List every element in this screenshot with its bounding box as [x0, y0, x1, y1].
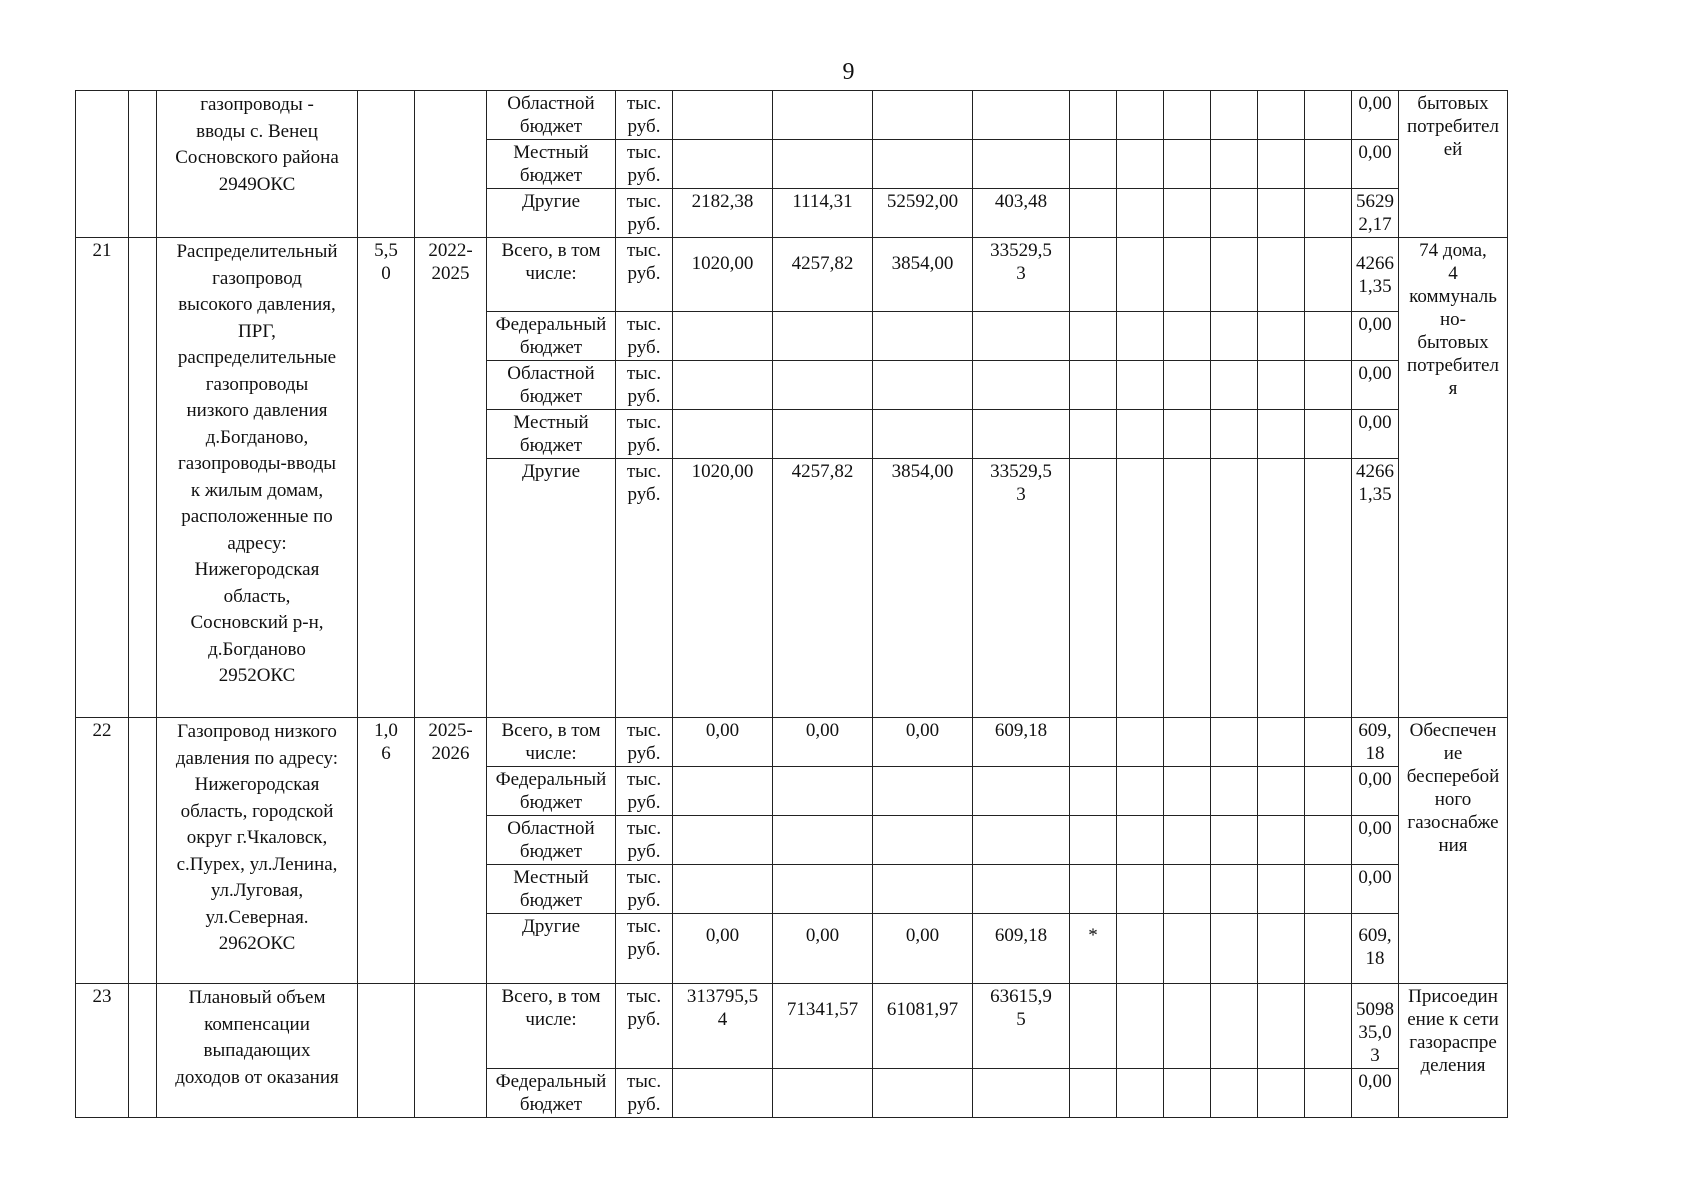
value-cell: 1114,31	[773, 189, 873, 238]
value-cell: 1020,00	[673, 238, 773, 312]
value-cell: 0,00	[673, 718, 773, 767]
source-label: Местный бюджет	[487, 865, 616, 914]
total-value: 0,00	[1352, 410, 1399, 459]
total-value: 609,18	[1352, 914, 1399, 984]
unit-cell: тыс. руб.	[616, 189, 673, 238]
unit-cell: тыс. руб.	[616, 767, 673, 816]
total-value: 0,00	[1352, 361, 1399, 410]
total-value: 42661,35	[1352, 459, 1399, 718]
table-row	[76, 238, 1626, 312]
unit-cell: тыс. руб.	[616, 984, 673, 1069]
value-cell: 609,18	[973, 718, 1070, 767]
result-cell: Обеспечен ие бесперебой ного газоснабже ния	[1399, 718, 1508, 984]
table-row	[76, 91, 1626, 140]
unit-cell: тыс. руб.	[616, 459, 673, 718]
value-cell: 2182,38	[673, 189, 773, 238]
source-label: Областной бюджет	[487, 816, 616, 865]
source-label: Местный бюджет	[487, 410, 616, 459]
source-label: Областной бюджет	[487, 361, 616, 410]
period-cell: 2025- 2026	[415, 718, 487, 984]
row-number-cell	[76, 91, 129, 238]
value-cell: 63615,9 5	[973, 984, 1070, 1069]
row-number-cell: 23	[76, 984, 129, 1118]
value-cell: 313795,5 4	[673, 984, 773, 1069]
unit-cell: тыс. руб.	[616, 816, 673, 865]
unit-cell: тыс. руб.	[616, 718, 673, 767]
source-label: Всего, в том числе:	[487, 984, 616, 1069]
result-cell: Присоедин ение к сети газораспре деления	[1399, 984, 1508, 1118]
unit-cell: тыс. руб.	[616, 410, 673, 459]
value-cell: 0,00	[773, 718, 873, 767]
value-cell: 33529,5 3	[973, 238, 1070, 312]
result-cell: бытовых потребител ей	[1399, 91, 1508, 238]
object-description: Плановый объем компенсации выпадающих доходов от оказания	[157, 984, 358, 1118]
total-value: 56292,17	[1352, 189, 1399, 238]
period-cell: 2022- 2025	[415, 238, 487, 718]
value-cell: 4257,82	[773, 459, 873, 718]
total-value: 0,00	[1352, 312, 1399, 361]
length-cell: 1,0 6	[358, 718, 415, 984]
value-cell: 61081,97	[873, 984, 973, 1069]
source-label: Всего, в том числе:	[487, 718, 616, 767]
row-number-cell: 21	[76, 238, 129, 718]
total-value: 609,18	[1352, 718, 1399, 767]
value-cell: 0,00	[773, 914, 873, 984]
value-cell: 3854,00	[873, 238, 973, 312]
value-cell: 0,00	[673, 914, 773, 984]
source-label: Местный бюджет	[487, 140, 616, 189]
total-value: 42661,35	[1352, 238, 1399, 312]
total-value: 0,00	[1352, 865, 1399, 914]
total-value: 509835,03	[1352, 984, 1399, 1069]
unit-cell: тыс. руб.	[616, 1069, 673, 1118]
source-label: Всего, в том числе:	[487, 238, 616, 312]
source-label: Другие	[487, 914, 616, 984]
total-value: 0,00	[1352, 1069, 1399, 1118]
unit-cell: тыс. руб.	[616, 361, 673, 410]
value-cell: 52592,00	[873, 189, 973, 238]
page-number: 9	[842, 59, 855, 85]
value-cell: 3854,00	[873, 459, 973, 718]
source-label: Другие	[487, 189, 616, 238]
length-cell: 5,5 0	[358, 238, 415, 718]
unit-cell: тыс. руб.	[616, 914, 673, 984]
total-value: 0,00	[1352, 767, 1399, 816]
value-cell: 0,00	[873, 718, 973, 767]
investment-program-table	[75, 90, 1626, 1118]
total-value: 0,00	[1352, 140, 1399, 189]
unit-cell: тыс. руб.	[616, 91, 673, 140]
value-cell: 1020,00	[673, 459, 773, 718]
value-cell: 403,48	[973, 189, 1070, 238]
row-number-cell: 22	[76, 718, 129, 984]
source-label: Федеральный бюджет	[487, 1069, 616, 1118]
unit-cell: тыс. руб.	[616, 312, 673, 361]
source-label: Областной бюджет	[487, 91, 616, 140]
object-description: Распределительный газопровод высокого давления, ПРГ, распределительные газопроводы низкого давления д.Богданово, газопроводы-вводы к жилым домам, расположенные по адресу: Нижегородская область, Сосновский р-н, д.Богданово 2952ОКС	[157, 238, 358, 718]
object-description: газопроводы - вводы с. Венец Сосновского района 2949ОКС	[157, 91, 358, 238]
unit-cell: тыс. руб.	[616, 865, 673, 914]
unit-cell: тыс. руб.	[616, 140, 673, 189]
source-label: Федеральный бюджет	[487, 767, 616, 816]
period-cell	[415, 984, 487, 1118]
total-value: 0,00	[1352, 91, 1399, 140]
value-cell: 0,00	[873, 914, 973, 984]
table-row	[76, 984, 1626, 1069]
length-cell	[358, 984, 415, 1118]
source-label: Другие	[487, 459, 616, 718]
result-cell: 74 дома, 4 коммуналь но- бытовых потребител я	[1399, 238, 1508, 718]
unit-cell: тыс. руб.	[616, 238, 673, 312]
period-cell	[415, 91, 487, 238]
mark-cell: *	[1070, 914, 1117, 984]
value-cell: 609,18	[973, 914, 1070, 984]
value-cell: 4257,82	[773, 238, 873, 312]
total-value: 0,00	[1352, 816, 1399, 865]
length-cell	[358, 91, 415, 238]
object-description: Газопровод низкого давления по адресу: Нижегородская область, городской округ г.Чкаловск, с.Пурех, ул.Ленина, ул.Луговая, ул.Северная. 2962ОКС	[157, 718, 358, 984]
table-row	[76, 718, 1626, 767]
source-label: Федеральный бюджет	[487, 312, 616, 361]
value-cell: 33529,5 3	[973, 459, 1070, 718]
value-cell: 71341,57	[773, 984, 873, 1069]
